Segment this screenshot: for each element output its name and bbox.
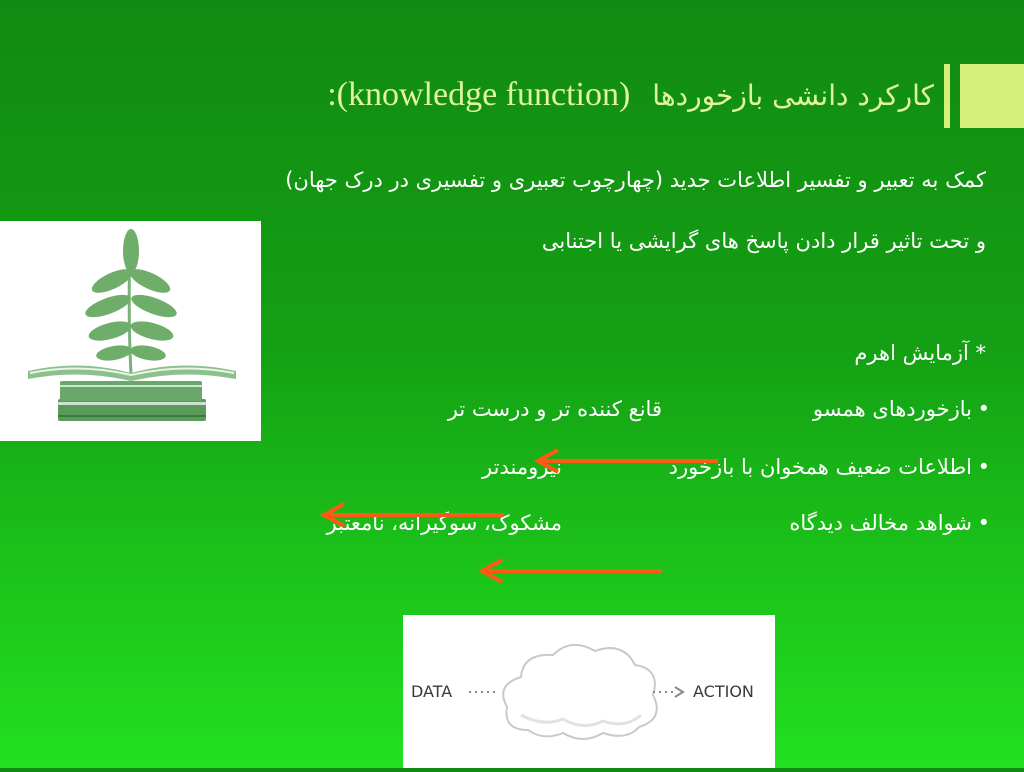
accent-bar-thin <box>944 64 950 128</box>
arrow-left-icon <box>528 446 728 476</box>
arrow-left-icon <box>314 500 514 530</box>
data-action-diagram <box>403 615 775 768</box>
title-english: :(knowledge function) <box>327 76 631 113</box>
bullet-right-text: قانع کننده تر و درست تر <box>447 397 662 421</box>
bullet-left-text: بازخوردهای همسو <box>812 397 972 421</box>
bullet-right-text: مشکوک، سوگیرانه، نامعتبر <box>326 511 562 535</box>
cloud-icon <box>503 645 657 739</box>
arrow-right-icon <box>675 687 683 697</box>
plant-on-books-image <box>0 221 261 441</box>
accent-bar-wide <box>960 64 1024 128</box>
arrow-left-icon <box>472 556 672 586</box>
bullet-left-text: شواهد مخالف دیدگاه <box>789 511 972 535</box>
plant-icon <box>0 221 261 441</box>
diagram-data-label: DATA <box>411 682 453 701</box>
bullet-marker: • <box>977 397 990 421</box>
slide-title <box>327 70 934 120</box>
bullet-marker: • <box>977 455 990 479</box>
diagram-action-label: ACTION <box>693 682 754 701</box>
bullet-marker: • <box>977 511 990 535</box>
title-persian: کارکرد دانشی بازخوردها <box>652 78 934 112</box>
intro-line-2: و تحت تاثیر قرار دادن پاسخ های گرایشی یا اجتنابی <box>541 229 986 253</box>
bullet-right-text: نیرومندتر <box>482 455 562 479</box>
section-heading: * آزمایش اهرم <box>854 341 986 365</box>
bullet-left-text: اطلاعات ضعیف همخوان با بازخورد <box>668 455 972 479</box>
intro-line-1: کمک به تعبیر و تفسیر اطلاعات جدید (چهارچوب تعبیری و تفسیری در درک جهان) <box>285 168 986 192</box>
